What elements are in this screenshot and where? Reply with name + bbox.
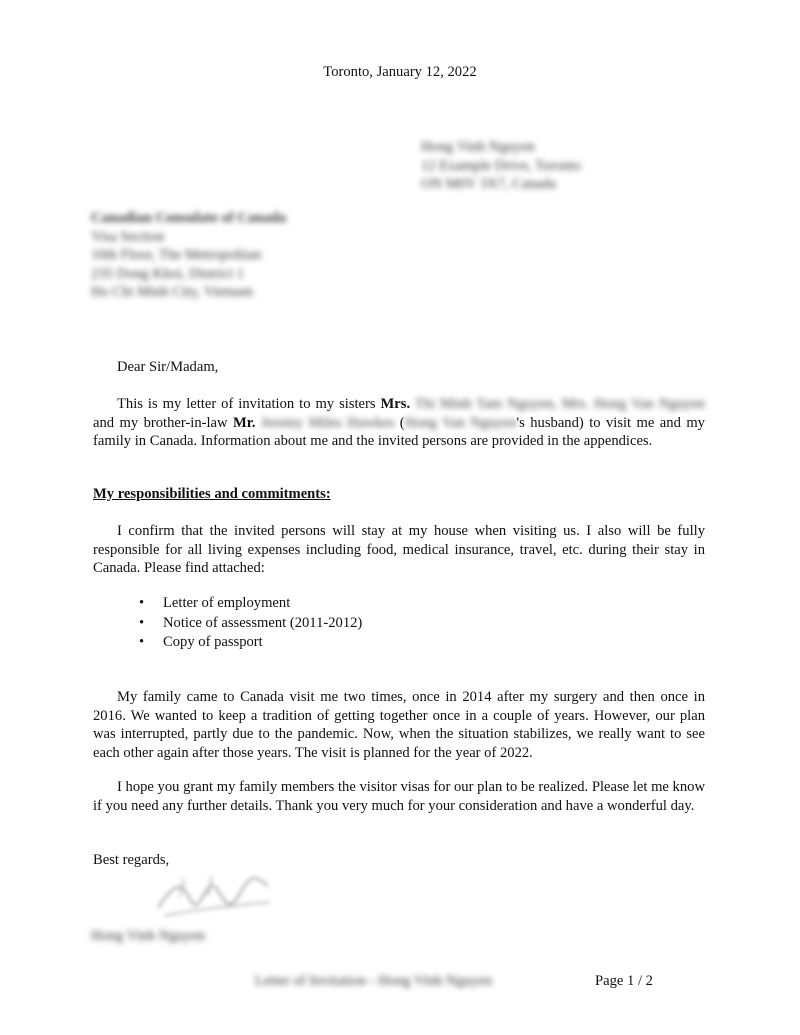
responsibilities-paragraph: I confirm that the invited persons will stay at my house when visiting us. I also will be fully responsible for all living expenses including food, medical insurance, travel, etc. during their stay in Canada. Please find attached: — [93, 523, 705, 576]
title-mr: Mr. — [233, 414, 256, 431]
signer-name: Hong Vinh Nguyen — [91, 928, 205, 944]
paragraph-text: This is my letter of invitation to my sisters — [117, 396, 381, 412]
signature-mark — [150, 868, 275, 924]
invitation-paragraph — [93, 395, 705, 451]
list-item: • Letter of employment — [137, 594, 362, 614]
salutation: Dear Sir/Madam, — [117, 359, 219, 375]
section-heading: My responsibilities and commitments: — [93, 486, 331, 502]
sender-address-line: ON M0V 3X7, Canada — [421, 176, 557, 192]
request-paragraph: I hope you grant my family members the visitor visas for our plan to be realized. Please let me know if you need any further details. Thank you very much for your consideration and have a wonderful day. — [93, 779, 705, 814]
history-paragraph: My family came to Canada visit me two times, once in 2014 after my surgery and then once in 2016. We wanted to keep a tradition of getting together once in a couple of years. However, our plan was interrupted, partly due to the pandemic. Now, when the situation stabilizes, we really want to see each other again after those years. The visit is planned for the year of 2022. — [93, 689, 705, 761]
paragraph-text: 's husband) to visit me and my family in Canada. Information about me and the invited persons are provided in the appendices. — [93, 414, 705, 449]
recipient-line: 235 Dong Khoi, District 1 — [91, 265, 244, 282]
paragraph-text: ( — [394, 414, 405, 431]
footer-title: Letter of Invitation - Hong Vinh Nguyen — [255, 973, 493, 989]
list-item: • Notice of assessment (2011-2012) — [137, 614, 362, 634]
letter-date: Toronto, January 12, 2022 — [323, 64, 477, 80]
paragraph-text: and my brother-in-law — [93, 414, 234, 431]
recipient-line: Canadian Consulate of Canada — [91, 210, 287, 226]
invitee-spouse-name: Hong Van Nguyen — [404, 414, 517, 431]
invitee-brother-name: Jeremy Miles Hawkes — [261, 414, 395, 431]
title-mrs: Mrs. — [380, 396, 411, 412]
page-number: Page 1 / 2 — [595, 973, 653, 989]
attachments-list — [137, 594, 362, 653]
recipient-line: Ho Chi Minh City, Vietnam — [91, 284, 254, 300]
closing: Best regards, — [93, 852, 170, 868]
recipient-line: Visa Section — [91, 228, 165, 245]
sender-name: Hong Vinh Nguyen — [421, 139, 535, 155]
sender-address-block — [421, 138, 581, 194]
recipient-address-block — [91, 209, 286, 302]
list-item: • Copy of passport — [137, 633, 362, 653]
invitee-sister-name: Thi Minh Tam Nguyen, Mrs. Hong Van Nguyen — [414, 396, 705, 412]
recipient-line: 10th Floor, The Metropolitan — [91, 247, 262, 263]
sender-address-line: 12 Example Drive, Toronto — [421, 157, 582, 174]
